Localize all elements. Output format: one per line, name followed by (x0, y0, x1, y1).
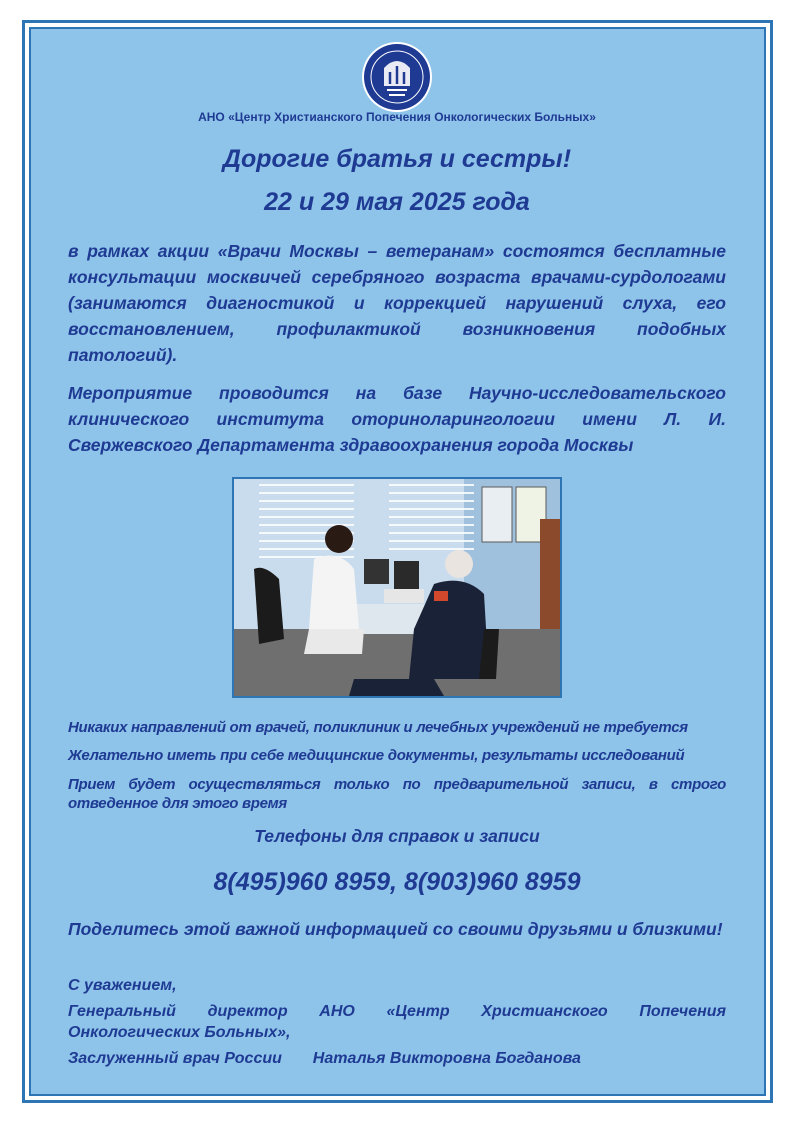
greeting-heading: Дорогие братья и сестры! (222, 145, 572, 173)
note-no-referral: Никаких направлений от врачей, поликлиник и лечебных учреждений не требуется (68, 719, 688, 736)
consultation-photo (232, 477, 562, 698)
intro-paragraph: в рамках акции «Врачи Москвы – ветеранам» состоятся бесплатные консультации москвичей серебряного возраста врачами-сурдологами (занимаются диагностикой и коррекцией нарушений слуха, его восстановлением, профилактикой возникновения подобных патологий). (68, 241, 726, 365)
signature-position: Генеральный директор АНО «Центр Христианского Попечения Онкологических Больных», (68, 1003, 726, 1041)
venue-paragraph: Мероприятие проводится на базе Научно-исследовательского клинического института оториноларингологии имени Л. И. Свержевского Департамента здравоохранения города Москвы (68, 383, 726, 455)
signature-line (68, 1048, 726, 1069)
note-appointment: Прием будет осуществляться только по предварительной записи, в строго отведенное для этого время (68, 776, 726, 812)
signature-name: Наталья Викторовна Богданова (312, 1050, 581, 1067)
share-paragraph: Поделитесь этой важной информацией со своими друзьями и близкими! (68, 919, 723, 939)
phone-numbers: 8(495)960 8959, 8(903)960 8959 (213, 868, 581, 896)
organization-emblem-icon (360, 40, 434, 114)
event-date: 22 и 29 мая 2025 года (264, 188, 530, 216)
phones-label: Телефоны для справок и записи (254, 826, 540, 846)
signature-title: Заслуженный врач России (68, 1050, 282, 1067)
note-documents: Желательно иметь при себе медицинские документы, результаты исследований (68, 747, 685, 764)
signature-regards: С уважением, (68, 977, 177, 994)
organization-name: АНО «Центр Христианского Попечения Онкологических Больных» (198, 110, 596, 124)
